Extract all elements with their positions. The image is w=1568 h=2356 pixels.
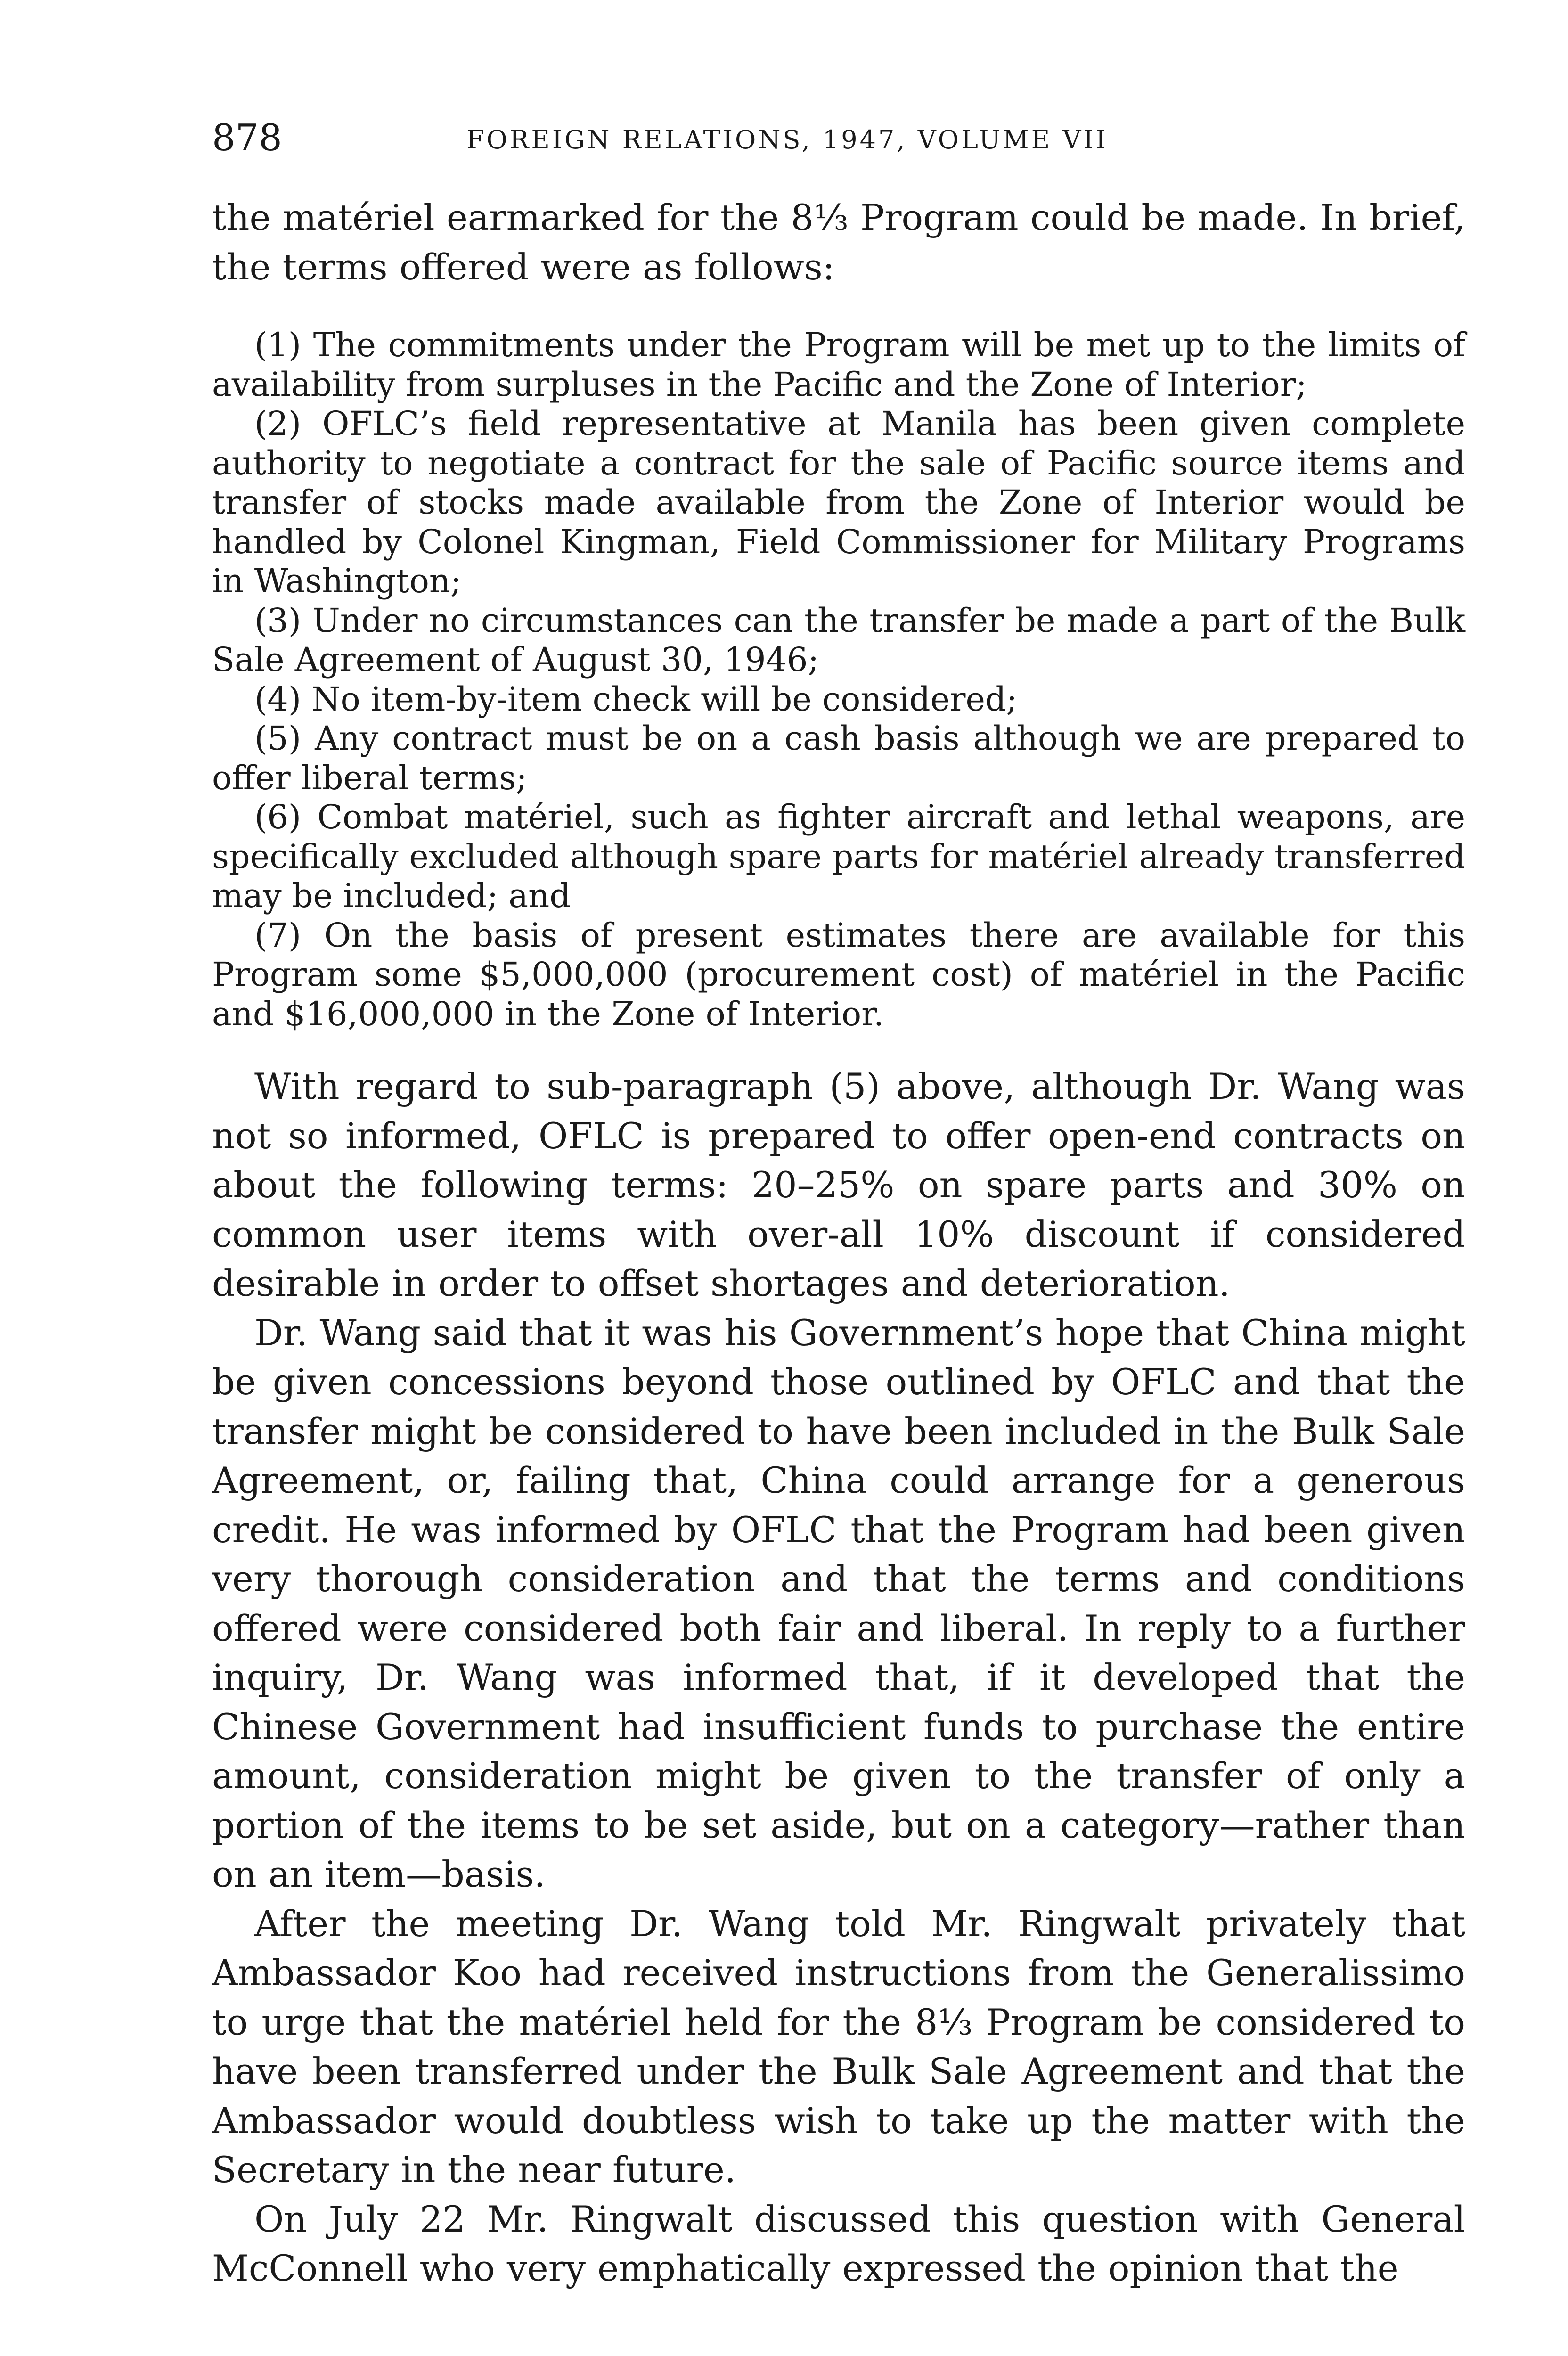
term-item-6: (6) Combat matériel, such as fighter aircraft and lethal weapons, are specifically excluded although spare parts for matériel already transferred may be included; and <box>212 798 1465 915</box>
term-item-4: (4) No item-by-item check will be considered; <box>254 679 1018 719</box>
term-item-7: (7) On the basis of present estimates there are available for this Program some $5,000,000 (procurement cost) of matériel in the Pacific and $16,000,000 in the Zone of Interior. <box>212 916 1465 1033</box>
paragraph-after-meeting: After the meeting Dr. Wang told Mr. Ringwalt privately that Ambassador Koo had received instructions from the Generalissimo to urge that the matériel held for the 8⅓ Program be considered to have been transferred under the Bulk Sale Agreement and that the Ambassador would doubtless wish to take up the matter with the Secretary in the near future. <box>212 1902 1465 2191</box>
page-number: 878 <box>212 117 282 159</box>
paragraph-july-22: On July 22 Mr. Ringwalt discussed this question with General McConnell who very emphatically expressed the opinion that the <box>212 2198 1465 2289</box>
term-item-1: (1) The commitments under the Program will be met up to the limits of availability from surpluses in the Pacific and the Zone of Interior; <box>212 326 1465 404</box>
paragraph-subparagraph-5: With regard to sub-paragraph (5) above, although Dr. Wang was not so informed, OFLC is prepared to offer open-end contracts on about the following terms: 20–25% on spare parts and 30% on common user items with over-all 10% discount if considered desirable in order to offset shortages and deterioration. <box>212 1065 1465 1304</box>
paragraph-dr-wang: Dr. Wang said that it was his Government’s hope that China might be given concessions beyond those outlined by OFLC and that the transfer might be considered to have been included in the Bulk Sale Agreement, or, failing that, China could arrange for a generous credit. He was informed by OFLC that the Program had been given very thorough consideration and that the terms and conditions offered were considered both fair and liberal. In reply to a further inquiry, Dr. Wang was informed that, if it developed that the Chinese Government had insufficient funds to purchase the entire amount, consideration might be given to the transfer of only a portion of the items to be set aside, but on a category—rather than on an item—basis. <box>212 1311 1465 1895</box>
term-item-5: (5) Any contract must be on a cash basis although we are prepared to offer liberal terms; <box>212 719 1465 797</box>
terms-list <box>212 326 1465 1034</box>
term-item-2: (2) OFLC’s field representative at Manila has been given complete authority to negotiate a contract for the sale of Pacific source items and transfer of stocks made available from the Zone of Interior would be handled by Colonel Kingman, Field Commissioner for Military Programs in Washington; <box>212 404 1465 600</box>
running-head: FOREIGN RELATIONS, 1947, VOLUME VII <box>466 125 1108 155</box>
intro-paragraph: the matériel earmarked for the 8⅓ Program could be made. In brief, the terms offered were as follows: <box>212 196 1465 288</box>
page-header <box>212 112 1465 164</box>
term-item-3: (3) Under no circumstances can the transfer be made a part of the Bulk Sale Agreement of August 30, 1946; <box>212 601 1465 679</box>
body-text <box>212 193 1465 2293</box>
